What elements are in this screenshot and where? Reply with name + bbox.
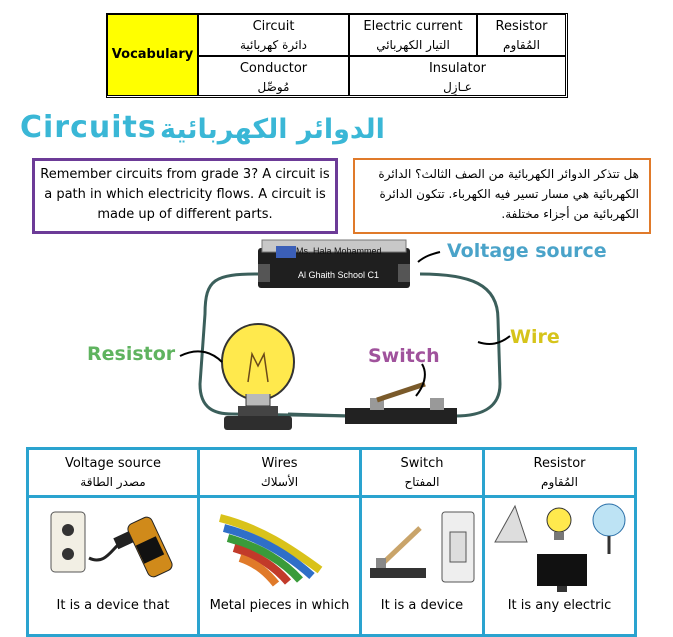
vocab-ar: مُوصِّل	[257, 80, 290, 94]
col-title-ar: مصدر الطاقة	[80, 475, 146, 489]
battery-icon	[258, 240, 410, 288]
page-title: Circuits	[20, 110, 157, 145]
label-switch: Switch	[368, 345, 440, 367]
col-title-en: Resistor	[533, 456, 586, 471]
arrow-switch	[416, 364, 425, 396]
vocab-en: Electric current	[363, 19, 463, 34]
lightbulb-icon	[547, 508, 571, 540]
vocab-ar: دائرة كهربائية	[240, 38, 307, 52]
col-title-en: Voltage source	[64, 456, 162, 471]
col-resistor	[485, 450, 634, 634]
col-desc: It is a device	[380, 598, 464, 613]
vocabulary-table	[106, 13, 568, 98]
col-header	[29, 450, 197, 498]
vocab-term-electric-current	[349, 14, 477, 56]
col-header	[200, 450, 359, 498]
switch-icon	[362, 498, 482, 594]
col-desc: It is any electric	[507, 598, 612, 613]
battery-label-2: Al Ghaith School C1	[298, 270, 380, 280]
arrow-voltage	[418, 252, 440, 262]
col-title-ar: المُقاوم	[541, 475, 578, 489]
col-title-en: Switch	[400, 456, 444, 471]
vocab-ar: المُقاوم	[503, 38, 540, 52]
col-voltage-source	[29, 450, 200, 634]
intro-box-arabic: هل تتذكر الدوائر الكهربائية من الصف الثالث؟ الدائرة الكهربائية هي مسار تسير فيه الكهرباء. تتكون الدائرة الكهربائية من أجزاء مختلفة.	[353, 158, 651, 234]
col-title-ar: المفتاح	[404, 475, 440, 489]
vocab-en: Circuit	[252, 19, 295, 34]
vocab-en: Insulator	[428, 61, 487, 76]
label-resistor: Resistor	[87, 343, 176, 365]
vocab-term-resistor	[477, 14, 566, 56]
vocab-en: Resistor	[495, 19, 548, 34]
resistor-appliances	[485, 498, 634, 594]
intro-box-english: Remember circuits from grade 3? A circuit is a path in which electricity flows. A circuit is made up of different parts.	[32, 158, 338, 234]
wire-bundle-icon	[200, 498, 359, 594]
vocab-ar: عـازِل	[443, 80, 472, 94]
col-desc: It is a device that	[56, 598, 170, 613]
col-header	[362, 450, 482, 498]
switch-icon	[345, 384, 457, 424]
outlet-plug-icon	[29, 498, 197, 594]
vocab-term-conductor	[198, 56, 349, 96]
label-wire: Wire	[510, 326, 560, 348]
arrow-wire	[478, 336, 510, 344]
parts-table	[26, 447, 637, 637]
vocab-ar: التيار الكهربائي	[376, 38, 450, 52]
iron-icon	[495, 506, 527, 542]
col-title-ar: الأسلاك	[260, 475, 299, 489]
col-wires	[200, 450, 362, 634]
vocabulary-label: Vocabulary	[107, 14, 198, 96]
col-title-en: Wires	[261, 456, 298, 471]
vocab-en: Conductor	[239, 61, 308, 76]
col-desc: Metal pieces in which	[209, 598, 350, 613]
label-voltage-source: Voltage source	[447, 240, 607, 262]
vocab-term-insulator	[349, 56, 566, 96]
battery-label-1: Ms. Hala Mohammed	[296, 246, 382, 256]
tv-icon	[537, 554, 587, 592]
page-title-ar: الدوائر الكهربائية	[160, 114, 385, 145]
circuit-wire-lamp	[288, 414, 350, 416]
col-header	[485, 450, 634, 498]
col-switch	[362, 450, 485, 634]
fan-icon	[593, 504, 625, 554]
circuit-diagram	[0, 234, 673, 444]
vocab-term-circuit	[198, 14, 349, 56]
